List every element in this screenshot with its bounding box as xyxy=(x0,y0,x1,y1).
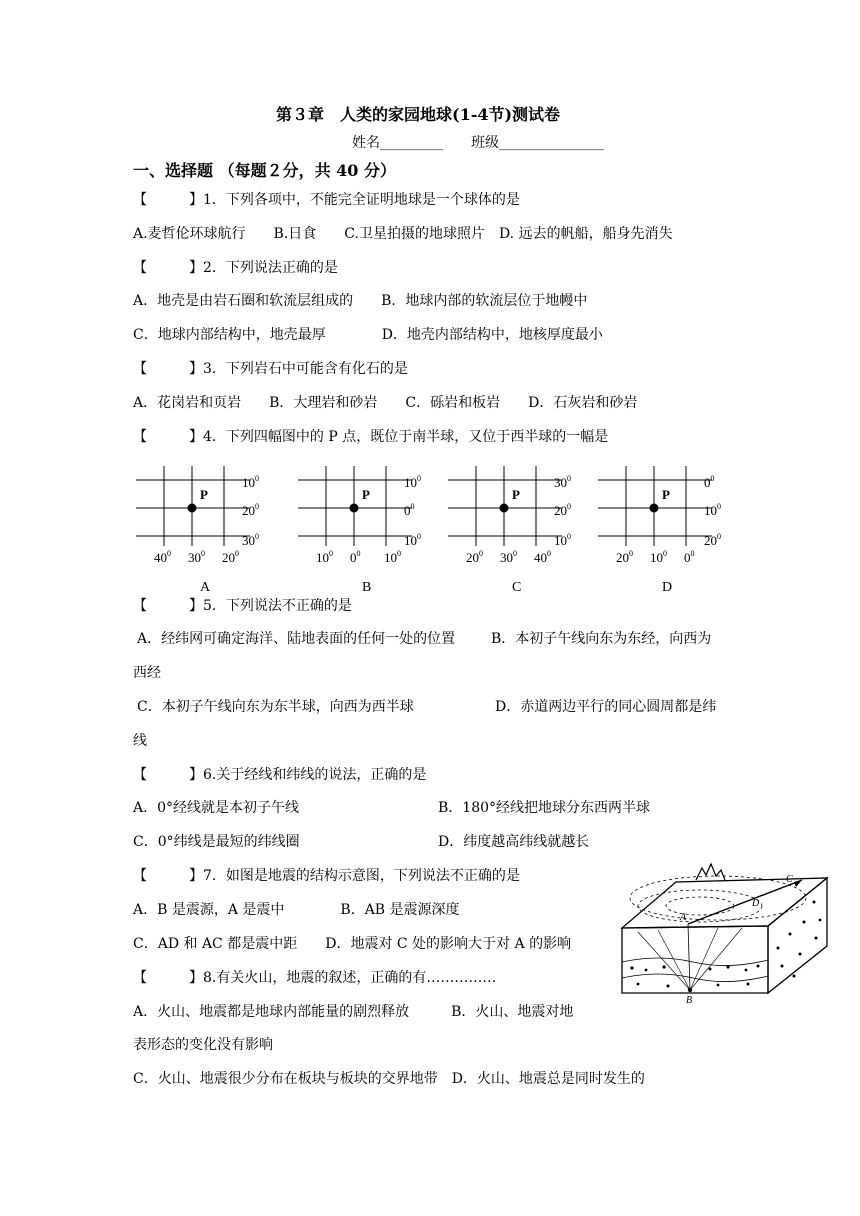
question-1-stem: 【 】1．下列各项中，不能完全证明地球是一个球体的是 xyxy=(133,192,520,208)
point-b-label: B xyxy=(686,995,693,1006)
grid-D-point xyxy=(650,504,659,513)
question-5-option-d-cont: 线 xyxy=(133,733,147,749)
grid-A-lat-label: $10^0$ xyxy=(242,474,259,490)
question-8-options-ab: A．火山、地震都是地球内部能量的剧烈释放 B．火山、地震对地 xyxy=(133,1004,574,1020)
question-5-option-b-cont: 西经 xyxy=(133,665,161,681)
question-5-option-c: C．本初子午线向东为东半球，向西为西半球 xyxy=(137,699,414,715)
question-6-option-b: B．180°经线把地球分东西两半球 xyxy=(438,800,651,816)
grid-B-point-label: P xyxy=(362,487,370,502)
grid-C-lon-label: $20^0$ xyxy=(466,549,483,565)
earthquake-diagram xyxy=(618,858,830,1006)
question-6-option-a: A．0°经线就是本初子午线 xyxy=(133,800,300,816)
grid-D-lat-label: $20^0$ xyxy=(704,532,721,548)
grid-C-point xyxy=(500,504,509,513)
grid-A-lon-label: $30^0$ xyxy=(188,549,205,565)
question-2-options-ab: A．地壳是由岩石圈和软流层组成的 B．地球内部的软流层位于地幔中 xyxy=(133,293,588,309)
question-7-options-ab: A．B 是震源，A 是震中 B．AB 是震源深度 xyxy=(133,902,460,918)
grid-D-letter: D xyxy=(662,580,673,595)
grid-C-letter: C xyxy=(512,580,522,595)
grid-A-lon-label: $40^0$ xyxy=(154,549,171,565)
grid-B-lat-label: $10^0$ xyxy=(404,474,421,490)
grid-C-lon-label: $30^0$ xyxy=(500,549,517,565)
question-5-option-d: D．赤道两边平行的同心圆周都是纬 xyxy=(495,699,717,715)
grid-A-lon-label: $20^0$ xyxy=(222,549,239,565)
grid-A-point xyxy=(188,504,197,513)
question-8-stem: 【 】8.有关火山，地震的叙述，正确的有…………… xyxy=(133,970,497,986)
question-7-stem: 【 】7．如图是地震的结构示意图，下列说法不正确的是 xyxy=(133,868,520,884)
grid-C-point-label: P xyxy=(512,487,520,502)
question-5-stem: 【 】5．下列说法不正确的是 xyxy=(133,598,352,614)
grid-B-lon-label: $10^0$ xyxy=(384,549,401,565)
question-8-options-ab-cont: 表形态的变化没有影响 xyxy=(133,1037,273,1053)
page-title: 第３章 人类的家园地球(1-4节)测试卷 xyxy=(276,105,561,124)
grid-A-lat-label: $30^0$ xyxy=(242,532,259,548)
grid-B-lat-label: $10^0$ xyxy=(404,532,421,548)
question-3-options: A．花岗岩和页岩 B．大理岩和砂岩 C．砾岩和板岩 D．石灰岩和砂岩 xyxy=(133,395,638,411)
question-7-options-cd: C．AD 和 AC 都是震中距 D．地震对 C 处的影响大于对 A 的影响 xyxy=(133,936,572,952)
grid-B-point xyxy=(350,504,359,513)
point-d-label: D xyxy=(752,898,760,909)
grid-D-lon-label: $20^0$ xyxy=(616,549,633,565)
question-6-stem: 【 】6.关于经线和纬线的说法，正确的是 xyxy=(133,767,427,783)
grid-B-lon-label: $0^0$ xyxy=(350,549,361,565)
grid-A-point-label: P xyxy=(200,487,208,502)
grid-C-lat-label: $30^0$ xyxy=(554,474,571,490)
grid-B-letter: B xyxy=(362,580,372,595)
question-5-option-a: A．经纬网可确定海洋、陆地表面的任何一处的位置 xyxy=(137,631,456,647)
question-2-options-cd: C．地球内部结构中，地壳最厚 D．地壳内部结构中，地核厚度最小 xyxy=(133,327,603,343)
point-a-label: A xyxy=(680,912,687,923)
grid-B-lon-label: $10^0$ xyxy=(316,549,333,565)
grid-D-lat-label: $10^0$ xyxy=(704,502,721,518)
lat-lon-grids-figure xyxy=(130,460,750,600)
question-6-option-d: D．纬度越高纬线就越长 xyxy=(438,834,590,850)
grid-D-lon-label: $0^0$ xyxy=(684,549,695,565)
grid-C-lat-label: $20^0$ xyxy=(554,502,571,518)
grid-C-lon-label: $40^0$ xyxy=(534,549,551,565)
question-3-stem: 【 】3．下列岩石中可能含有化石的是 xyxy=(133,361,408,377)
grid-D-lat-label: $0^0$ xyxy=(704,474,715,490)
grid-D-point-label: P xyxy=(662,487,670,502)
grid-D-lon-label: $10^0$ xyxy=(650,549,667,565)
question-4-stem: 【 】4．下列四幅图中的 P 点，既位于南半球，又位于西半球的一幅是 xyxy=(133,429,609,445)
grid-B-lat-label: $0^0$ xyxy=(404,502,415,518)
question-6-option-c: C．0°纬线是最短的纬线圈 xyxy=(133,834,300,850)
grid-A-letter: A xyxy=(200,580,211,595)
grid-C-lat-label: $10^0$ xyxy=(554,532,571,548)
question-5-option-b: B．本初子午线向东为东经，向西为 xyxy=(491,631,712,647)
grid-A-lat-label: $20^0$ xyxy=(242,502,259,518)
name-class-line: 姓名_________ 班级_______________ xyxy=(352,135,604,151)
point-c-label: C xyxy=(786,874,793,885)
section-heading: 一、选择题 （每题２分，共 40 分） xyxy=(133,161,396,180)
question-2-stem: 【 】2．下列说法正确的是 xyxy=(133,260,338,276)
question-8-options-cd: C．火山、地震很少分布在板块与板块的交界地带 D．火山、地震总是同时发生的 xyxy=(133,1071,645,1087)
question-1-options: A.麦哲伦环球航行 B.日食 C.卫星拍摄的地球照片 D. 远去的帆船，船身先消失 xyxy=(133,226,673,242)
